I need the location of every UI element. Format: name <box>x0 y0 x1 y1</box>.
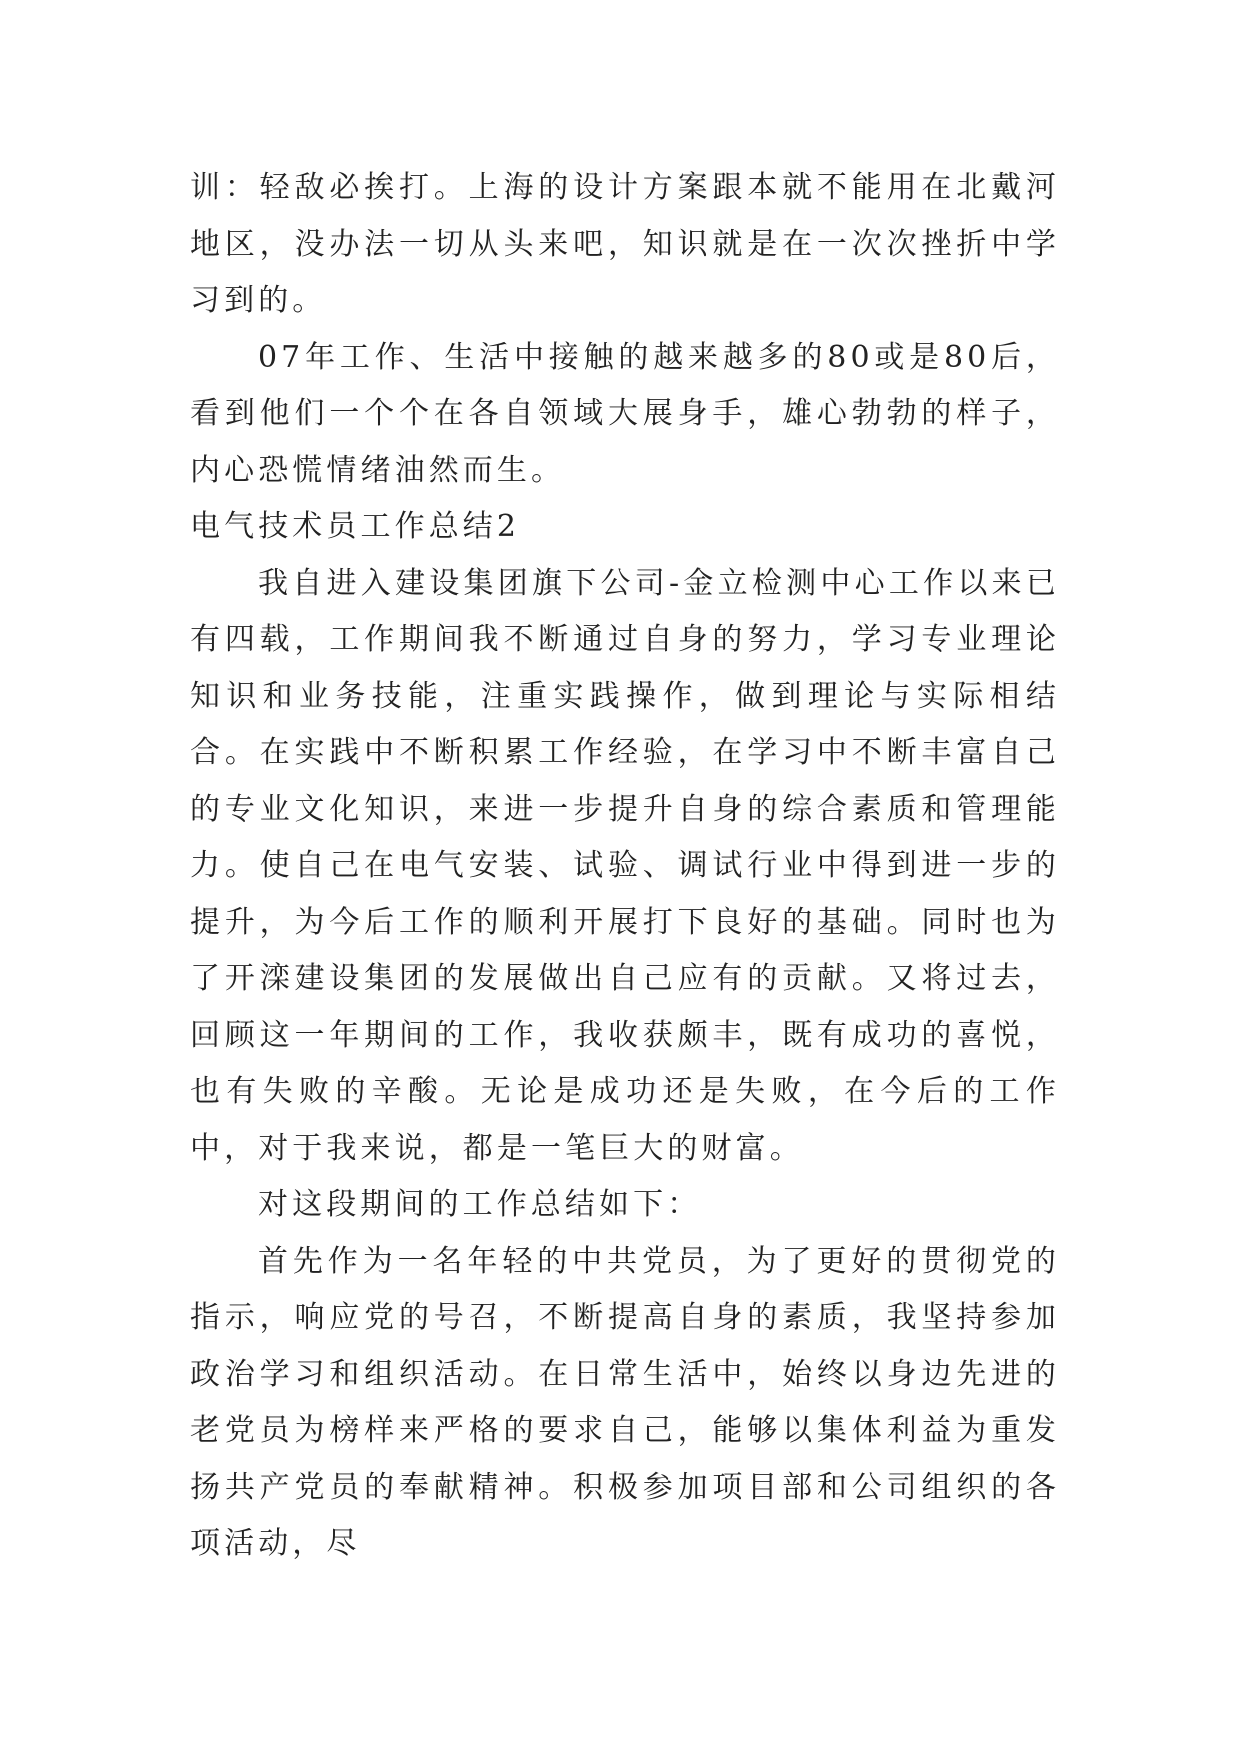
paragraph: 我自进入建设集团旗下公司-金立检测中心工作以来已有四载，工作期间我不断通过自身的努力，学习专业理论知识和业务技能，注重实践操作，做到理论与实际相结合。在实践中不断积累工作经验，在学习中不断丰富自己的专业文化知识，来进一步提升自身的综合素质和管理能力。使自己在电气安装、试验、调试行业中得到进一步的提升，为今后工作的顺利开展打下良好的基础。同时也为了开滦建设集团的发展做出自己应有的贡献。又将过去，回顾这一年期间的工作，我收获颇丰，既有成功的喜悦，也有失败的辛酸。无论是成功还是失败，在今后的工作中，对于我来说，都是一笔巨大的财富。 <box>190 565 1060 1166</box>
paragraph: 首先作为一名年轻的中共党员，为了更好的贯彻党的指示，响应党的号召，不断提高自身的素质，我坚持参加政治学习和组织活动。在日常生活中，始终以身边先进的老党员为榜样来严格的要求自己，能够以集体利益为重发扬共产党员的奉献精神。积极参加项目部和公司组织的各项活动，尽 <box>190 1243 1060 1561</box>
paragraph: 对这段期间的工作总结如下： <box>258 1187 702 1222</box>
paragraph: 训：轻敌必挨打。上海的设计方案跟本就不能用在北戴河地区，没办法一切从头来吧，知识就是在一次次挫折中学习到的。 <box>190 170 1060 318</box>
document-body <box>190 160 1060 1573</box>
paragraph: 07年工作、生活中接触的越来越多的80或是80后，看到他们一个个在各自领域大展身手，雄心勃勃的样子，内心恐慌情绪油然而生。 <box>190 339 1060 488</box>
section-heading: 电气技术员工作总结2 <box>190 509 521 544</box>
